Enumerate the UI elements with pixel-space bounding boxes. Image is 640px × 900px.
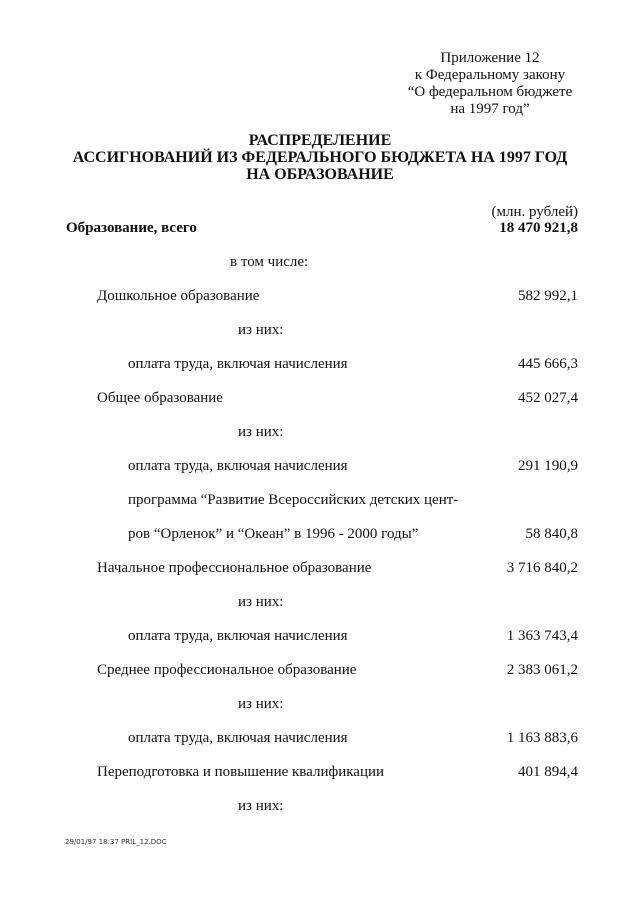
row-general [0,388,640,408]
row-value: 3 716 840,2 [506,560,578,576]
row-value: 291 190,9 [518,458,578,474]
row-label: ров “Орленок” и “Океан” в 1996 - 2000 годы” [128,526,419,542]
total-value: 18 470 921,8 [499,220,578,236]
row-of-which [0,422,640,442]
row-label: оплата труда, включая начисления [128,628,348,644]
row-of-which [0,796,640,816]
row-label: Среднее профессиональное образование [97,662,357,678]
appendix-line-3: “О федеральном бюджете [407,84,573,100]
row-of-which [0,320,640,340]
row-in-number [0,252,640,272]
title-line-3: НА ОБРАЗОВАНИЕ [246,166,394,183]
row-value: 401 894,4 [518,764,578,780]
row-label: из них: [238,322,284,338]
appendix-line-1: Приложение 12 [440,50,540,66]
row-program-line-1 [0,490,640,510]
row-label: из них: [238,424,284,440]
file-footer: 29/01/97 18:37 PRIL_12.DOC [65,838,167,846]
row-vocational-secondary [0,660,640,680]
row-of-which [0,592,640,612]
row-retraining [0,762,640,782]
row-wages [0,728,640,748]
title-line-1: РАСПРЕДЕЛЕНИЕ [248,132,392,149]
row-wages [0,456,640,476]
units-note: (млн. рублей) [491,204,578,220]
row-wages [0,626,640,646]
total-label: Образование, всего [66,220,197,236]
row-label: Начальное профессиональное образование [97,560,372,576]
row-value: 1 163 883,6 [506,730,578,746]
row-label: программа “Развитие Всероссийских детских цент- [128,492,459,508]
row-label: Переподготовка и повышение квалификации [97,764,385,780]
row-program-line-2 [0,524,640,544]
row-value: 2 383 061,2 [506,662,578,678]
appendix-line-4: на 1997 год” [450,101,530,117]
row-label: оплата труда, включая начисления [128,730,348,746]
row-value: 1 363 743,4 [506,628,578,644]
row-label: в том числе: [230,254,309,270]
row-value: 452 027,4 [518,390,578,406]
row-vocational-primary [0,558,640,578]
row-label: из них: [238,594,284,610]
document-title [40,132,600,183]
row-wages [0,354,640,374]
row-value: 58 840,8 [525,526,578,542]
row-of-which [0,694,640,714]
row-value: 445 666,3 [518,356,578,372]
row-preschool [0,286,640,306]
row-label: из них: [238,696,284,712]
row-label: оплата труда, включая начисления [128,458,348,474]
appendix-line-2: к Федеральному закону [414,67,566,83]
appendix-note [380,50,600,118]
row-value: 582 992,1 [518,288,578,304]
title-line-2: АССИГНОВАНИЙ ИЗ ФЕДЕРАЛЬНОГО БЮДЖЕТА НА 1997 ГОД [72,149,568,166]
row-label: Дошкольное образование [97,288,260,304]
row-label: оплата труда, включая начисления [128,356,348,372]
row-label: Общее образование [97,390,223,406]
row-label: из них: [238,798,284,814]
